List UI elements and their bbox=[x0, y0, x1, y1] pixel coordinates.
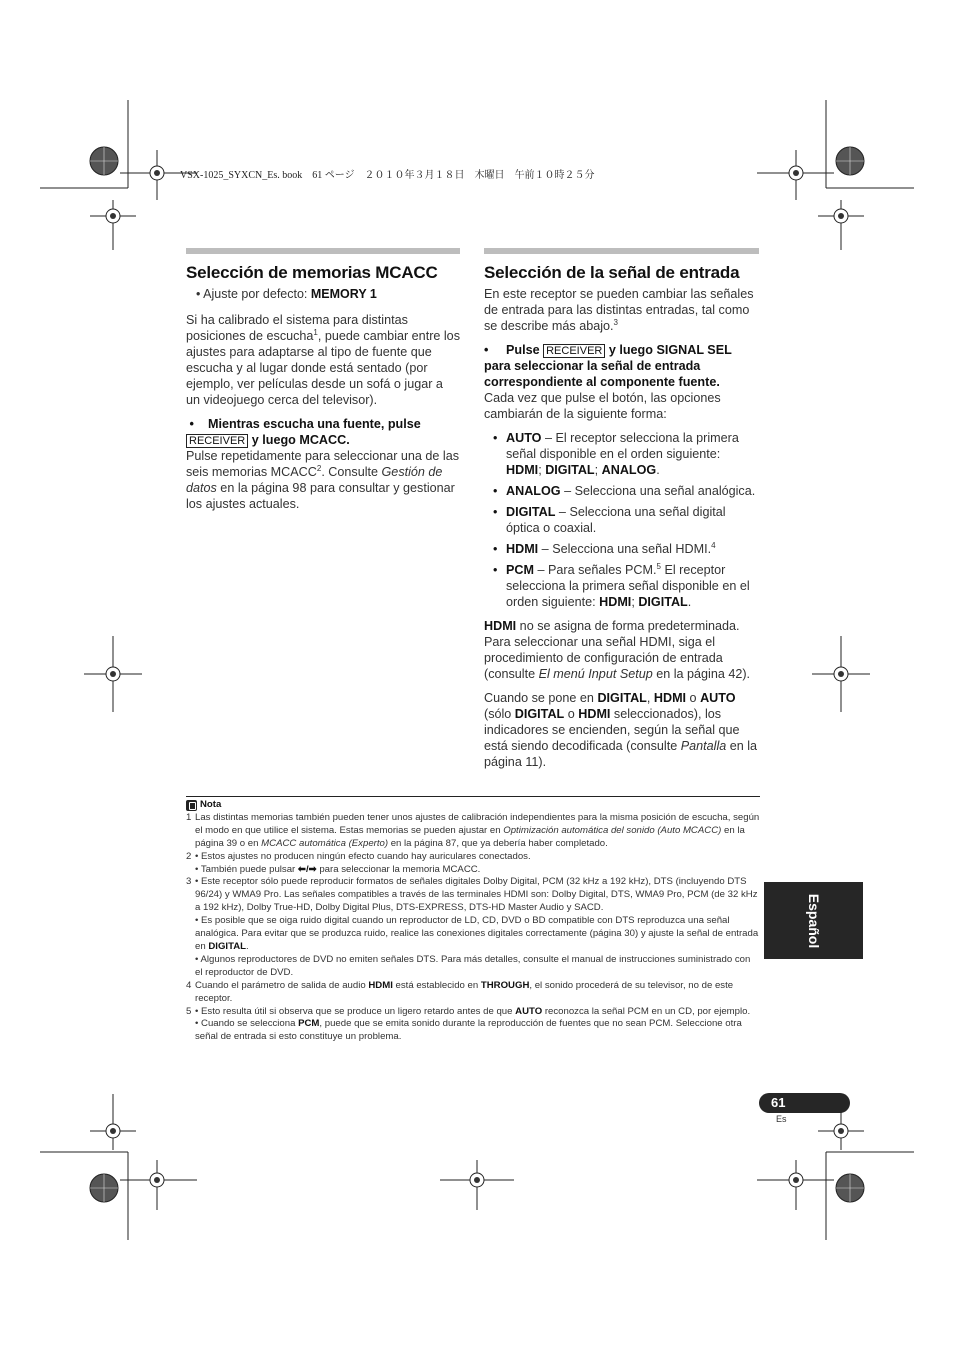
text: AUTO bbox=[700, 691, 736, 705]
cross-reference: Gestión de datos bbox=[186, 465, 443, 495]
option-digital bbox=[484, 504, 759, 536]
order-item: HDMI bbox=[599, 595, 632, 609]
footnote-number: 4 bbox=[186, 979, 192, 991]
section-signal bbox=[484, 248, 759, 778]
cross-reference: Optimización automática del sonido (Auto MCACC) bbox=[503, 824, 722, 836]
note-icon bbox=[186, 800, 197, 811]
footnote-number: 2 bbox=[186, 850, 192, 862]
text: , puede cambiar entre los ajustes para adaptarse al tipo de fuente que escucha y al lugar donde está sentado (por ejemplo, ver películas desde un sofá o jugar a un videojuego cerca del televisor). bbox=[186, 329, 460, 407]
text: • Algunos reproductores de DVD no emiten señales DTS. Para más detalles, consulte el manual de instrucciones suministrado con el reproductor de DVD. bbox=[195, 953, 751, 978]
language-tab bbox=[764, 882, 863, 959]
text: para seleccionar la memoria MCACC. bbox=[316, 863, 481, 875]
text: está establecido en bbox=[392, 979, 481, 991]
step-text: y luego SIGNAL SEL para seleccionar la señal de entrada correspondiente al componente fuente. bbox=[484, 343, 732, 389]
text: DIGITAL bbox=[514, 707, 565, 721]
cross-reference: Pantalla bbox=[680, 739, 727, 753]
text: HDMI bbox=[484, 619, 517, 633]
footnote-3 bbox=[186, 876, 760, 979]
text: • Este receptor sólo puede reproducir formatos de señales digitales Dolby Digital, PCM (32 kHz a 192 kHz), DTS (incluyendo DTS 96/24) y WMA9 Pro. Las señales compatibles a través de las terminales HDMI son: Dolby Digital, DTS, WMA9 Pro, PCM (de 32 kHz a 192 kHz), Dolby True-HD, Dolby Digital Plus, DTS-EXPRESS, DTS-HD Master Audio y SACD. bbox=[195, 876, 758, 914]
text: reconozca la señal PCM en un CD, por ejemplo. bbox=[542, 1005, 751, 1017]
option-name: AUTO bbox=[506, 431, 542, 445]
default-value: MEMORY 1 bbox=[310, 287, 377, 301]
order-item: ANALOG bbox=[601, 463, 657, 477]
text: . Consulte bbox=[321, 465, 382, 479]
footnote-number: 5 bbox=[186, 1005, 192, 1017]
footnote-ref: 1 bbox=[313, 327, 318, 337]
step-text: y luego MCACC. bbox=[248, 433, 350, 447]
print-header: VSX-1025_SYXCN_Es. book 61 ページ ２０１０年３月１８日 木曜日 午前１０時２５分 bbox=[180, 170, 595, 181]
text: Si ha calibrado el sistema para distintas posiciones de escucha bbox=[186, 313, 408, 343]
option-text: – El receptor selecciona la primera señal disponible en el orden siguiente: bbox=[506, 431, 739, 461]
text: HDMI bbox=[578, 707, 611, 721]
step-instruction: • Mientras escucha una fuente, pulse RECEIVER y luego MCACC. bbox=[186, 417, 421, 447]
text: en la página 87, que ya debería haber completado. bbox=[388, 837, 608, 849]
text: seleccionados), los indicadores se encienden, según la señal que está siendo decodificada (consulte bbox=[484, 707, 740, 753]
language-tab-label: Español bbox=[805, 893, 822, 948]
text: HDMI bbox=[653, 691, 687, 705]
text: Cuando el parámetro de salida de audio bbox=[195, 979, 369, 991]
text: Cuando se pone en bbox=[484, 691, 598, 705]
footnote-4 bbox=[186, 980, 760, 1006]
signal-options-list bbox=[484, 430, 759, 610]
footnote-ref: 4 bbox=[711, 540, 716, 550]
indicator-paragraph: Cuando se pone en DIGITAL, HDMI o AUTO (sólo DIGITAL o HDMI seleccionados), los indicadores se encienden, según la señal que está siendo decodificada (consulte Pantalla en la página 11). bbox=[484, 691, 758, 769]
text: . bbox=[246, 940, 249, 952]
notes-title: Nota bbox=[200, 799, 222, 810]
intro-paragraph bbox=[484, 286, 759, 334]
option-name: HDMI bbox=[506, 542, 539, 556]
text: (sólo bbox=[484, 707, 515, 721]
page-language: Es bbox=[776, 1114, 787, 1124]
order-item: DIGITAL bbox=[638, 595, 688, 609]
text: en la página 39 o en bbox=[195, 824, 745, 849]
option-name: PCM bbox=[506, 563, 534, 577]
arrow-keys-icon: ⬅/➡ bbox=[297, 863, 317, 875]
text: DIGITAL bbox=[597, 691, 647, 705]
text: • Es posible que se oiga ruido digital cuando un reproductor de LD, CD, DVD o BD compatible con DTS reproduzca una señal analógica. Para evitar que se produzca ruido, realice las conexiones digitales correctamente (página 30) y ajuste la señal de entrada en bbox=[195, 915, 759, 952]
option-analog bbox=[484, 483, 759, 499]
text: HDMI bbox=[368, 979, 393, 991]
text: o bbox=[686, 691, 701, 705]
footnote-ref: 3 bbox=[613, 317, 618, 327]
text: no se asigna de forma predeterminada. Para seleccionar una señal HDMI, siga el procedimiento de configuración de entrada (consulte bbox=[484, 619, 740, 681]
footnote-5 bbox=[186, 1006, 760, 1045]
footnote-1 bbox=[186, 812, 760, 851]
text: PCM bbox=[298, 1018, 320, 1030]
footnote-ref: 5 bbox=[656, 561, 661, 571]
text: en la página 42). bbox=[652, 667, 751, 681]
text: • Cuando se selecciona bbox=[195, 1018, 299, 1030]
step-instruction: • Pulse RECEIVER y luego SIGNAL SEL para seleccionar la señal de entrada correspondiente al componente fuente. bbox=[484, 343, 732, 389]
text: , el sonido procederá de su televisor, no de este receptor. bbox=[195, 979, 734, 1004]
option-hdmi bbox=[484, 541, 759, 557]
step-description bbox=[186, 448, 460, 512]
text: en la página 98 para consultar y gestionar los ajustes actuales. bbox=[186, 481, 455, 511]
step-text: Mientras escucha una fuente, pulse bbox=[208, 417, 421, 431]
cross-reference: MCACC automática (Experto) bbox=[261, 837, 389, 849]
hdmi-paragraph bbox=[484, 618, 759, 682]
intro-paragraph bbox=[186, 312, 460, 408]
text: DIGITAL bbox=[208, 940, 247, 952]
text: THROUGH bbox=[480, 979, 530, 991]
text: en la página 11). bbox=[484, 739, 758, 769]
default-setting: • Ajuste por defecto: MEMORY 1 bbox=[196, 287, 377, 301]
page-number-box bbox=[759, 1093, 850, 1113]
step-description: Cada vez que pulse el botón, las opciones cambiarán de la siguiente forma: bbox=[484, 391, 721, 421]
text: • También puede pulsar bbox=[195, 863, 298, 875]
option-auto: • AUTO – El receptor selecciona la primera señal disponible en el orden siguiente: HDMI; DIGITAL; ANALOG. bbox=[484, 430, 759, 478]
text: • Estos ajustes no producen ningún efecto cuando hay auriculares conectados. bbox=[195, 850, 531, 862]
option-pcm: • PCM – Para señales PCM.$^5$ El receptor selecciona la primera señal disponible en el orden siguiente: HDMI; DIGITAL. bbox=[484, 562, 759, 610]
receiver-key: RECEIVER bbox=[186, 434, 248, 448]
section-rule bbox=[186, 248, 460, 254]
text: , puede que se emita sonido durante la reproducción de fuentes que no sean PCM. Seleccione otra señal de entrada si esto constituye un problema. bbox=[195, 1018, 742, 1043]
footnote-number: 3 bbox=[186, 876, 192, 888]
text: Las distintas memorias también pueden tener unos ajustes de calibración independientes para la misma posición de escucha, según el modo en que utilice el sistema. Estas memorias se pueden ajustar en bbox=[195, 811, 760, 836]
order-item: DIGITAL bbox=[545, 463, 595, 477]
page-number: 61 bbox=[771, 1095, 786, 1110]
option-text: – Selecciona una señal digital óptica o coaxial. bbox=[506, 505, 726, 535]
option-text: – Para señales PCM. bbox=[534, 563, 657, 577]
option-text: – Selecciona una señal HDMI. bbox=[538, 542, 712, 556]
footnote-number: 1 bbox=[186, 811, 192, 823]
default-label: Ajuste por defecto: bbox=[203, 287, 311, 301]
footnote-ref: 2 bbox=[316, 463, 322, 473]
cross-reference: El menú Input Setup bbox=[538, 667, 653, 681]
footnote-2 bbox=[186, 851, 760, 877]
text: • Esto resulta útil si observa que se produce un ligero retardo antes de que bbox=[195, 1005, 516, 1017]
order-item: HDMI bbox=[506, 463, 539, 477]
section-rule bbox=[484, 248, 759, 254]
option-name: DIGITAL bbox=[506, 505, 556, 519]
option-text: – Selecciona una señal analógica. bbox=[560, 484, 756, 498]
receiver-key: RECEIVER bbox=[543, 344, 605, 358]
option-name: ANALOG bbox=[506, 484, 561, 498]
section-title: Selección de memorias MCACC bbox=[186, 263, 438, 282]
footnotes bbox=[186, 796, 760, 1044]
notes-heading bbox=[186, 799, 760, 812]
text: En este receptor se pueden cambiar las señales de entrada para las distintas entradas, tal como se describe más abajo. bbox=[484, 287, 754, 333]
step-text: Pulse bbox=[506, 343, 544, 357]
option-text: El receptor selecciona la primera señal disponible en el orden siguiente: bbox=[506, 563, 750, 609]
section-mcacc bbox=[186, 248, 460, 520]
text: o bbox=[564, 707, 579, 721]
text: Pulse repetidamente para seleccionar una de las seis memorias MCACC bbox=[186, 449, 460, 479]
section-title: Selección de la señal de entrada bbox=[484, 263, 740, 282]
text: AUTO bbox=[515, 1005, 543, 1017]
